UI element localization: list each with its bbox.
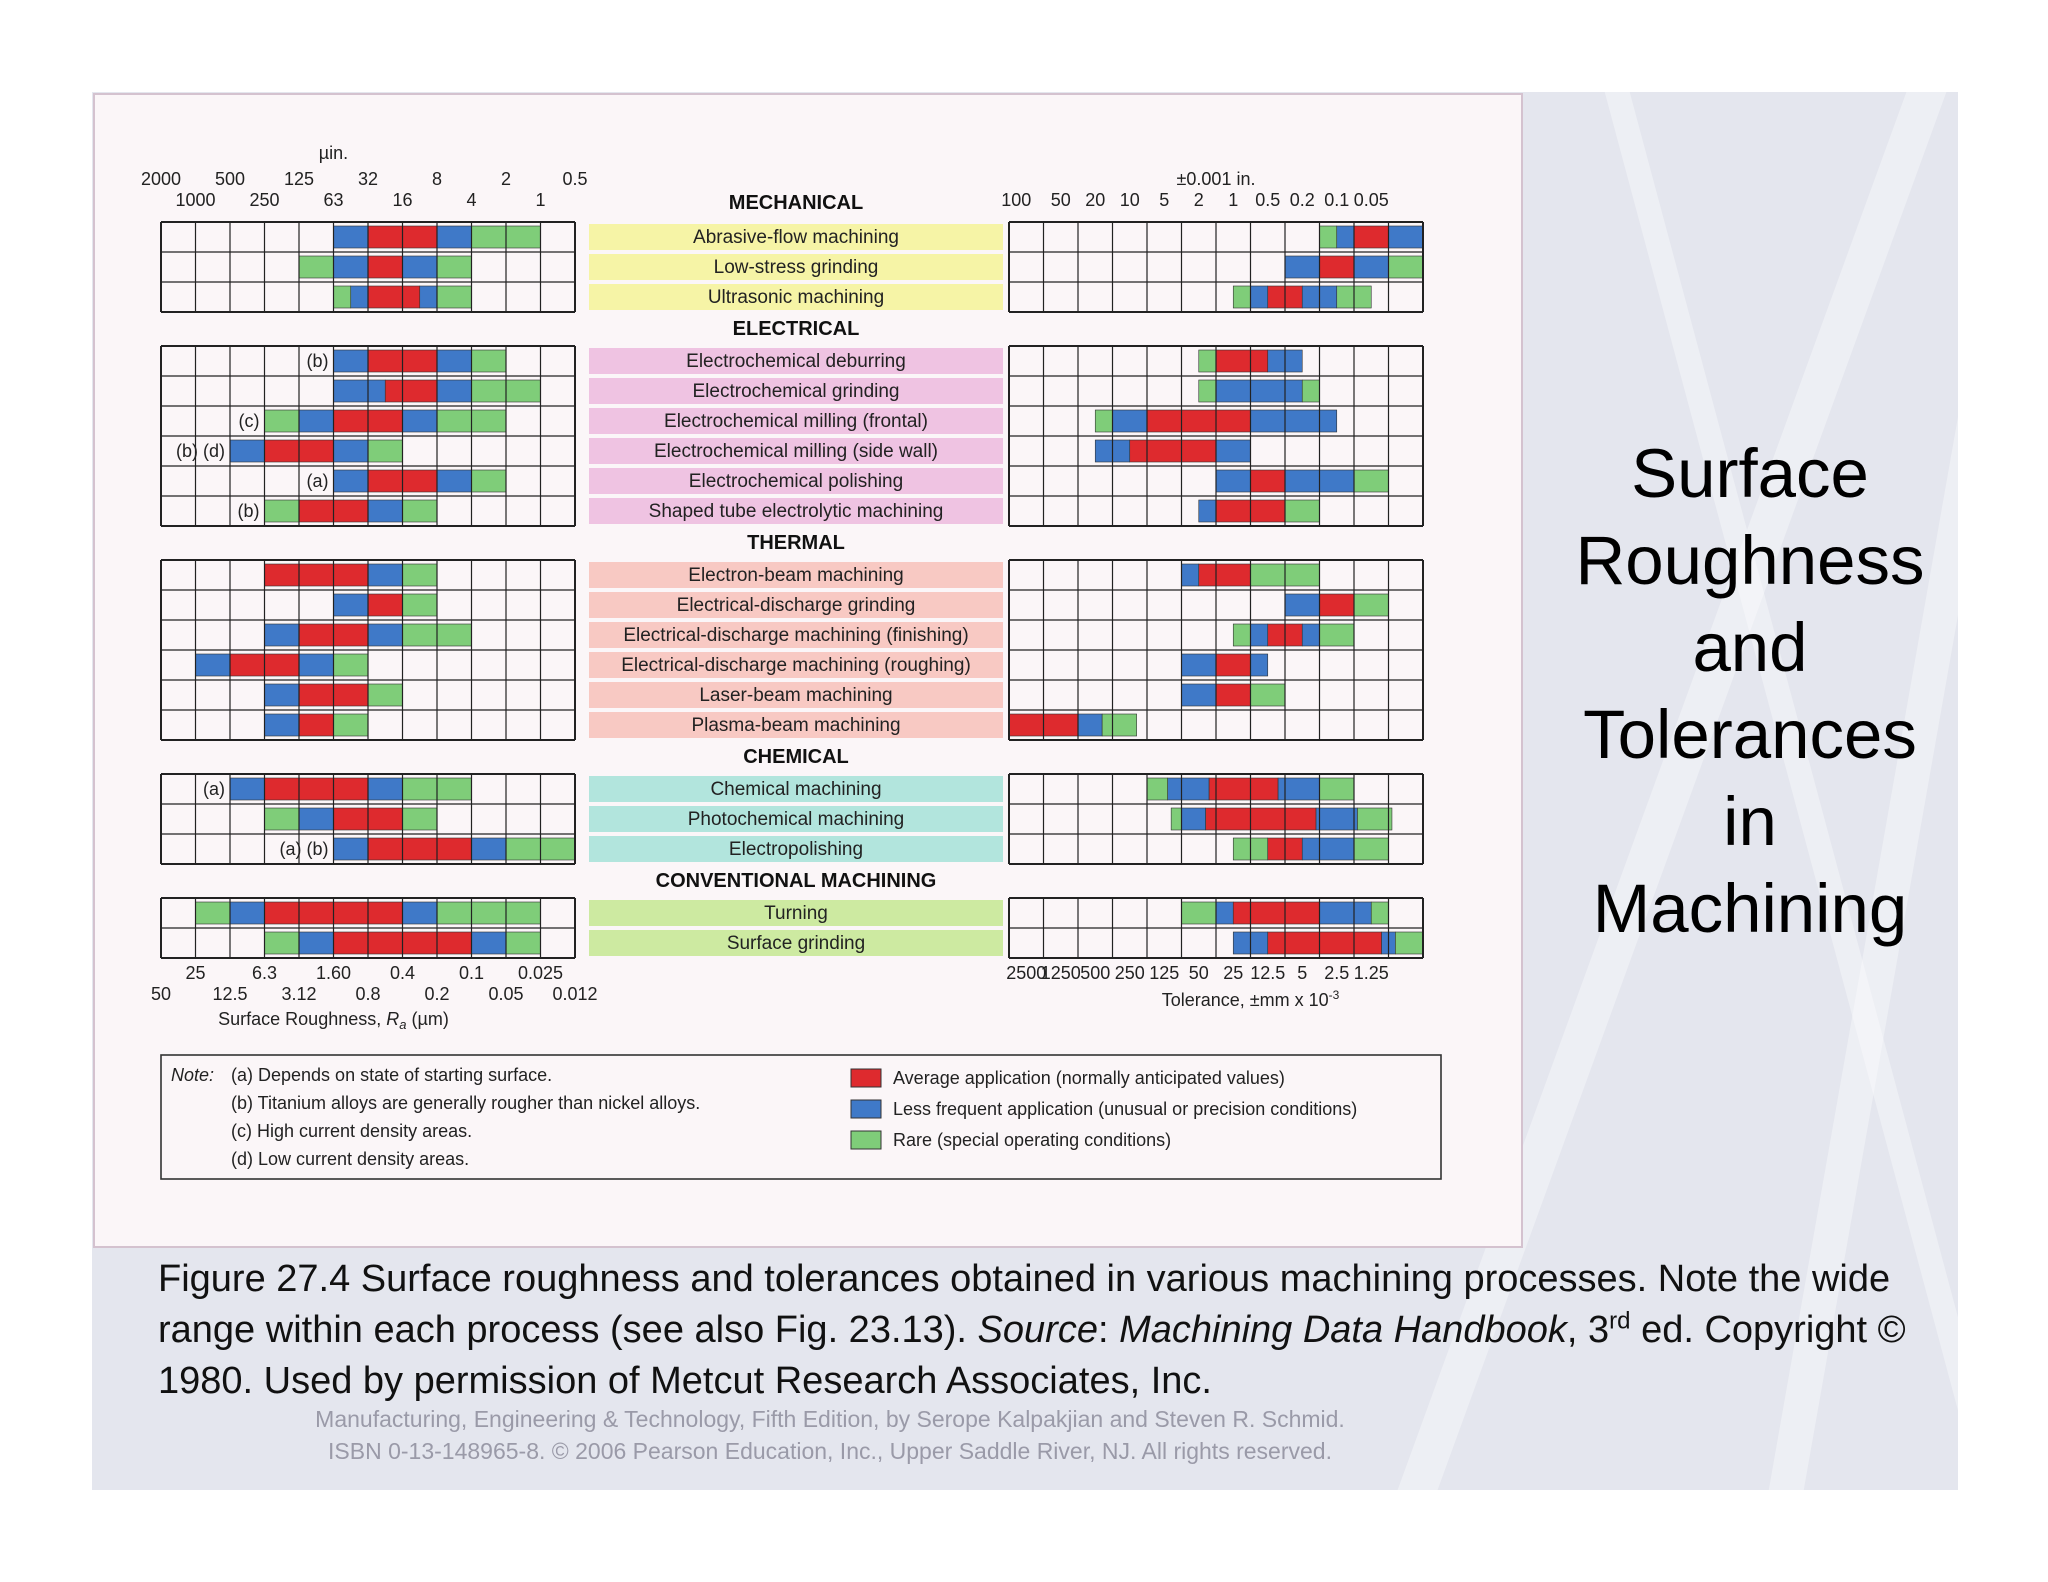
tolerance-bar: [1251, 654, 1268, 676]
roughness-axis-label-part: R: [386, 1009, 400, 1029]
process-label: Electrochemical polishing: [688, 471, 904, 492]
roughness-axis-label-part: Surface Roughness,: [218, 1009, 387, 1029]
roughness-bar: [230, 902, 265, 924]
tolerance-bar: [1216, 440, 1251, 462]
roughness-bar: [265, 624, 300, 646]
roughness-bottom-tick: 0.2: [424, 984, 450, 1004]
note-item: (c) High current density areas.: [231, 1121, 473, 1141]
roughness-top-tick: 125: [283, 169, 315, 189]
roughness-bar: [368, 256, 403, 278]
process-label: Shaped tube electrolytic machining: [648, 501, 944, 522]
roughness-bar: [265, 410, 300, 432]
roughness-bar: [265, 564, 369, 586]
roughness-bar: [334, 350, 369, 372]
tolerance-bar: [1147, 778, 1168, 800]
caption-text-2: , 3: [1566, 1309, 1610, 1351]
roughness-bottom-tick: 3.12: [281, 984, 317, 1004]
roughness-bottom-tick: 1.60: [315, 963, 352, 983]
roughness-top-tick: 500: [214, 169, 246, 189]
tolerance-axis-label-part: Tolerance, ±mm x 10: [1161, 990, 1329, 1010]
tolerance-top-tick: 0.2: [1289, 190, 1315, 210]
book-credits: [180, 1403, 1480, 1467]
tolerance-bar: [1182, 684, 1217, 706]
note-item: (a) Depends on state of starting surface.: [231, 1065, 553, 1085]
tolerance-bar: [1251, 624, 1268, 646]
tolerance-bar: [1302, 838, 1354, 860]
roughness-bar: [437, 350, 472, 372]
roughness-bottom-tick: 0.05: [488, 984, 524, 1004]
tolerance-top-tick: 5: [1159, 190, 1170, 210]
roughness-axis-label-part: (µm): [406, 1009, 449, 1029]
legend-label: Average application (normally anticipated values): [893, 1068, 1285, 1088]
tolerance-bottom-tick: 2500: [1006, 963, 1047, 983]
tolerance-bar: [1251, 410, 1337, 432]
roughness-bar: [437, 470, 472, 492]
tolerance-bar: [1354, 256, 1389, 278]
process-label: Chemical machining: [710, 779, 882, 800]
figure-panel: [93, 93, 1523, 1248]
category-header: THERMAL: [747, 532, 845, 554]
note-item: (b) Titanium alloys are generally rougher than nickel alloys.: [231, 1093, 701, 1113]
tolerance-bar: [1302, 624, 1319, 646]
legend-label: Rare (special operating conditions): [893, 1130, 1172, 1150]
roughness-bar: [506, 932, 541, 954]
category-header: CONVENTIONAL MACHINING: [655, 870, 937, 892]
tolerance-top-tick: 1: [1228, 190, 1239, 210]
roughness-bar: [437, 286, 472, 308]
tolerance-bar: [1285, 500, 1320, 522]
process-label: Abrasive-flow machining: [693, 227, 899, 248]
category-header: MECHANICAL: [728, 192, 864, 214]
roughness-bar: [265, 778, 369, 800]
roughness-bar: [385, 380, 437, 402]
roughness-bar: [437, 256, 472, 278]
process-note: (b) (d): [176, 441, 225, 461]
roughness-top-tick: 8: [431, 169, 443, 189]
tolerance-bar: [1354, 594, 1389, 616]
roughness-bar: [265, 932, 300, 954]
tolerance-bar: [1199, 350, 1216, 372]
tolerance-bar: [1357, 808, 1392, 830]
roughness-bar: [368, 286, 420, 308]
tolerance-bar: [1316, 808, 1357, 830]
tolerance-bar: [1171, 808, 1181, 830]
legend-swatch: [851, 1069, 881, 1087]
process-label: Turning: [764, 903, 828, 924]
process-label: Photochemical machining: [687, 809, 905, 830]
tolerance-bar: [1354, 226, 1389, 248]
tolerance-bar: [1130, 440, 1216, 462]
process-label: Electrical-discharge machining (roughing): [621, 655, 971, 676]
legend-swatch: [851, 1131, 881, 1149]
caption-superscript: rd: [1609, 1307, 1631, 1335]
roughness-bar: [299, 410, 334, 432]
process-note: (a): [203, 779, 225, 799]
roughness-bar: [334, 714, 369, 736]
roughness-top-tick: 1000: [175, 190, 216, 210]
tolerance-bar: [1209, 778, 1278, 800]
roughness-bottom-tick: 0.012: [552, 984, 598, 1004]
roughness-bar: [368, 440, 403, 462]
tolerance-bar: [1320, 778, 1355, 800]
roughness-bar: [334, 380, 386, 402]
roughness-top-tick: 32: [357, 169, 379, 189]
credits-line-1: Manufacturing, Engineering & Technology, Fifth Edition, by Serope Kalpakjian and Steven R. Schmid.: [315, 1406, 1345, 1432]
tolerance-bar: [1216, 470, 1251, 492]
tolerance-top-unit: ±0.001 in.: [1176, 169, 1256, 189]
tolerance-bar: [1251, 286, 1268, 308]
tolerance-bar: [1182, 808, 1206, 830]
roughness-bar: [368, 594, 403, 616]
tolerance-bar: [1216, 684, 1251, 706]
tolerance-top-tick: 2: [1193, 190, 1204, 210]
tolerance-bar: [1216, 380, 1302, 402]
roughness-bottom-tick: 0.4: [389, 963, 416, 983]
tolerance-bar: [1199, 500, 1216, 522]
roughness-bar: [265, 500, 300, 522]
roughness-bar: [265, 808, 300, 830]
process-label: Electropolishing: [728, 839, 864, 860]
roughness-top-tick: 4: [466, 190, 477, 210]
tolerance-bar: [1078, 714, 1102, 736]
tolerance-bar: [1337, 226, 1354, 248]
tolerance-bar: [1233, 624, 1250, 646]
tolerance-bar: [1320, 902, 1372, 924]
roughness-bar: [403, 256, 438, 278]
roughness-bar: [472, 932, 507, 954]
roughness-axis-label: [218, 1009, 449, 1032]
caption-text: Figure 27.4 Surface roughness and tolerances obtained in various machining processes. Note the wide range within each process (see also Fig. 23.13).: [158, 1258, 1891, 1351]
roughness-bottom-tick: 6.3: [251, 963, 278, 983]
notes-label: Note:: [171, 1065, 215, 1085]
roughness-bar: [230, 778, 265, 800]
roughness-bar: [230, 440, 265, 462]
tolerance-bar: [1320, 594, 1355, 616]
process-label: Electrical-discharge grinding: [676, 595, 916, 616]
roughness-bar: [334, 256, 369, 278]
caption-text-3: ed. Copyright © 1980. Used by permission of Metcut Research Associates, Inc.: [158, 1309, 1906, 1402]
title-line: Machining: [1592, 870, 1908, 947]
tolerance-bar: [1389, 256, 1424, 278]
tolerance-bar: [1389, 226, 1424, 248]
roughness-top-unit: µin.: [318, 143, 349, 163]
process-label: Electrochemical grinding: [692, 381, 900, 402]
tolerance-bar: [1354, 838, 1389, 860]
process-note: (b): [237, 501, 260, 521]
tolerance-bar: [1233, 286, 1250, 308]
process-label: Ultrasonic machining: [707, 287, 885, 308]
legend-label: Less frequent application (unusual or precision conditions): [893, 1099, 1358, 1119]
tolerance-bar: [1302, 380, 1319, 402]
roughness-bar: [196, 654, 231, 676]
tolerance-bar: [1199, 564, 1251, 586]
roughness-bar: [334, 286, 351, 308]
tolerance-top-tick: 10: [1119, 190, 1140, 210]
tolerance-top-tick: 100: [1001, 190, 1032, 210]
roughness-bar: [351, 286, 368, 308]
roughness-bottom-tick: 12.5: [212, 984, 248, 1004]
roughness-bar: [334, 470, 369, 492]
title-line: and: [1692, 609, 1808, 686]
tolerance-bar: [1168, 778, 1209, 800]
title-line: in: [1723, 783, 1777, 860]
tolerance-bar: [1320, 624, 1355, 646]
tolerance-bottom-tick: 250: [1114, 963, 1145, 983]
credits-line-2: ISBN 0-13-148965-8. © 2006 Pearson Education, Inc., Upper Saddle River, NJ. All rights reserved.: [328, 1438, 1332, 1464]
tolerance-bar: [1278, 778, 1319, 800]
process-label: Electrochemical deburring: [686, 351, 906, 372]
roughness-bar: [299, 714, 334, 736]
tolerance-bar: [1206, 808, 1316, 830]
title-line: Roughness: [1575, 522, 1925, 599]
tolerance-top-tick: 0.1: [1324, 190, 1350, 210]
process-label: Low-stress grinding: [713, 257, 879, 278]
process-label: Electron-beam machining: [688, 565, 904, 586]
process-note: (a): [306, 471, 329, 491]
roughness-bar: [403, 410, 438, 432]
process-note: (c): [238, 411, 260, 431]
tolerance-bottom-tick: 12.5: [1250, 963, 1286, 983]
roughness-top-tick: 0.5: [562, 169, 588, 189]
roughness-bar: [334, 226, 369, 248]
process-label: Electrochemical milling (frontal): [664, 411, 928, 432]
process-label: Surface grinding: [726, 933, 866, 954]
caption-book-title: Machining Data Handbook: [1119, 1309, 1567, 1351]
tolerance-bottom-tick: 50: [1188, 963, 1209, 983]
roughness-bar: [472, 350, 507, 372]
roughness-bar: [368, 838, 472, 860]
roughness-axis-label-part: a: [399, 1017, 407, 1032]
roughness-bar: [368, 564, 403, 586]
tolerance-bar: [1285, 256, 1320, 278]
roughness-top-tick: 1: [535, 190, 546, 210]
tolerance-bottom-tick: 25: [1223, 963, 1244, 983]
tolerance-top-tick: 50: [1050, 190, 1071, 210]
tolerance-bar: [1095, 410, 1112, 432]
roughness-top-tick: 250: [249, 190, 280, 210]
roughness-bar: [299, 256, 334, 278]
roughness-bar: [265, 684, 300, 706]
category-header: CHEMICAL: [743, 746, 849, 768]
process-label: Electrical-discharge machining (finishing): [623, 625, 969, 646]
figure-caption: [158, 1254, 1948, 1407]
tolerance-bottom-tick: 5: [1297, 963, 1308, 983]
roughness-top-tick: 2000: [140, 169, 182, 189]
roughness-bar: [403, 902, 438, 924]
tolerance-top-tick: 0.5: [1255, 190, 1281, 210]
process-label: Electrochemical milling (side wall): [653, 441, 939, 462]
tolerance-bar: [1182, 654, 1217, 676]
tolerance-bar: [1102, 714, 1137, 736]
tolerance-top-tick: 20: [1085, 190, 1106, 210]
tolerance-bar: [1182, 564, 1199, 586]
roughness-bar: [403, 594, 438, 616]
tolerance-bar: [1371, 902, 1388, 924]
roughness-bottom-tick: 50: [150, 984, 172, 1004]
roughness-bar: [368, 778, 403, 800]
roughness-top-tick: 63: [323, 190, 344, 210]
tolerance-bottom-tick: 125: [1149, 963, 1180, 983]
tolerance-bar: [1354, 470, 1389, 492]
tolerance-bar: [1395, 932, 1423, 954]
tolerance-bottom-tick: 500: [1080, 963, 1111, 983]
roughness-bar: [472, 838, 507, 860]
caption-colon: :: [1097, 1309, 1120, 1351]
roughness-bar: [368, 624, 403, 646]
roughness-bar: [472, 470, 507, 492]
roughness-bar: [437, 226, 472, 248]
roughness-bar: [265, 714, 300, 736]
roughness-top-tick: 2: [500, 169, 512, 189]
roughness-top-tick: 16: [392, 190, 413, 210]
process-label: Laser-beam machining: [699, 685, 893, 706]
note-item: (d) Low current density areas.: [231, 1149, 470, 1169]
title-line: Tolerances: [1583, 696, 1917, 773]
roughness-bottom-tick: 0.8: [355, 984, 381, 1004]
tolerance-bar: [1199, 380, 1216, 402]
tolerance-bar: [1216, 654, 1251, 676]
tolerance-bottom-tick: 1250: [1040, 963, 1081, 983]
process-label: Plasma-beam machining: [691, 715, 901, 736]
tolerance-bottom-tick: 2.5: [1324, 963, 1350, 983]
tolerance-bar: [1233, 902, 1319, 924]
slide-title: [1540, 430, 1960, 952]
roughness-bar: [403, 500, 438, 522]
title-line: Surface: [1631, 435, 1869, 512]
roughness-bar: [334, 594, 369, 616]
tolerance-bar: [1320, 226, 1337, 248]
tolerance-bar: [1113, 410, 1148, 432]
tolerance-bar: [1285, 594, 1320, 616]
roughness-bar: [368, 500, 403, 522]
process-chart: [95, 95, 1525, 1250]
process-note: (b): [306, 351, 329, 371]
roughness-bar: [299, 654, 334, 676]
roughness-bottom-tick: 0.025: [517, 963, 564, 983]
roughness-bar: [334, 838, 369, 860]
roughness-bottom-tick: 0.1: [458, 963, 485, 983]
roughness-bar: [299, 932, 334, 954]
roughness-bar: [403, 564, 438, 586]
tolerance-bottom-tick: 1.25: [1353, 963, 1389, 983]
roughness-bar: [368, 684, 403, 706]
caption-source-label: Source: [977, 1309, 1098, 1351]
tolerance-axis-label: [1162, 988, 1340, 1010]
tolerance-bar: [1320, 256, 1355, 278]
tolerance-bar: [1251, 470, 1286, 492]
tolerance-bar: [1216, 350, 1268, 372]
roughness-bar: [403, 808, 438, 830]
roughness-bar: [299, 808, 334, 830]
roughness-bar: [334, 440, 369, 462]
roughness-bar: [437, 902, 541, 924]
roughness-bottom-tick: 25: [185, 963, 206, 983]
tolerance-bar: [1182, 902, 1217, 924]
tolerance-axis-label-part: -3: [1328, 988, 1340, 1002]
tolerance-bar: [1216, 902, 1233, 924]
roughness-bar: [196, 902, 231, 924]
roughness-bar: [334, 654, 369, 676]
roughness-bar: [437, 380, 472, 402]
tolerance-top-tick: 0.05: [1353, 190, 1389, 210]
process-note: (a) (b): [279, 839, 329, 859]
roughness-bar: [420, 286, 437, 308]
category-header: ELECTRICAL: [732, 318, 860, 340]
tolerance-bar: [1251, 684, 1286, 706]
tolerance-bar: [1147, 410, 1251, 432]
legend-swatch: [851, 1100, 881, 1118]
